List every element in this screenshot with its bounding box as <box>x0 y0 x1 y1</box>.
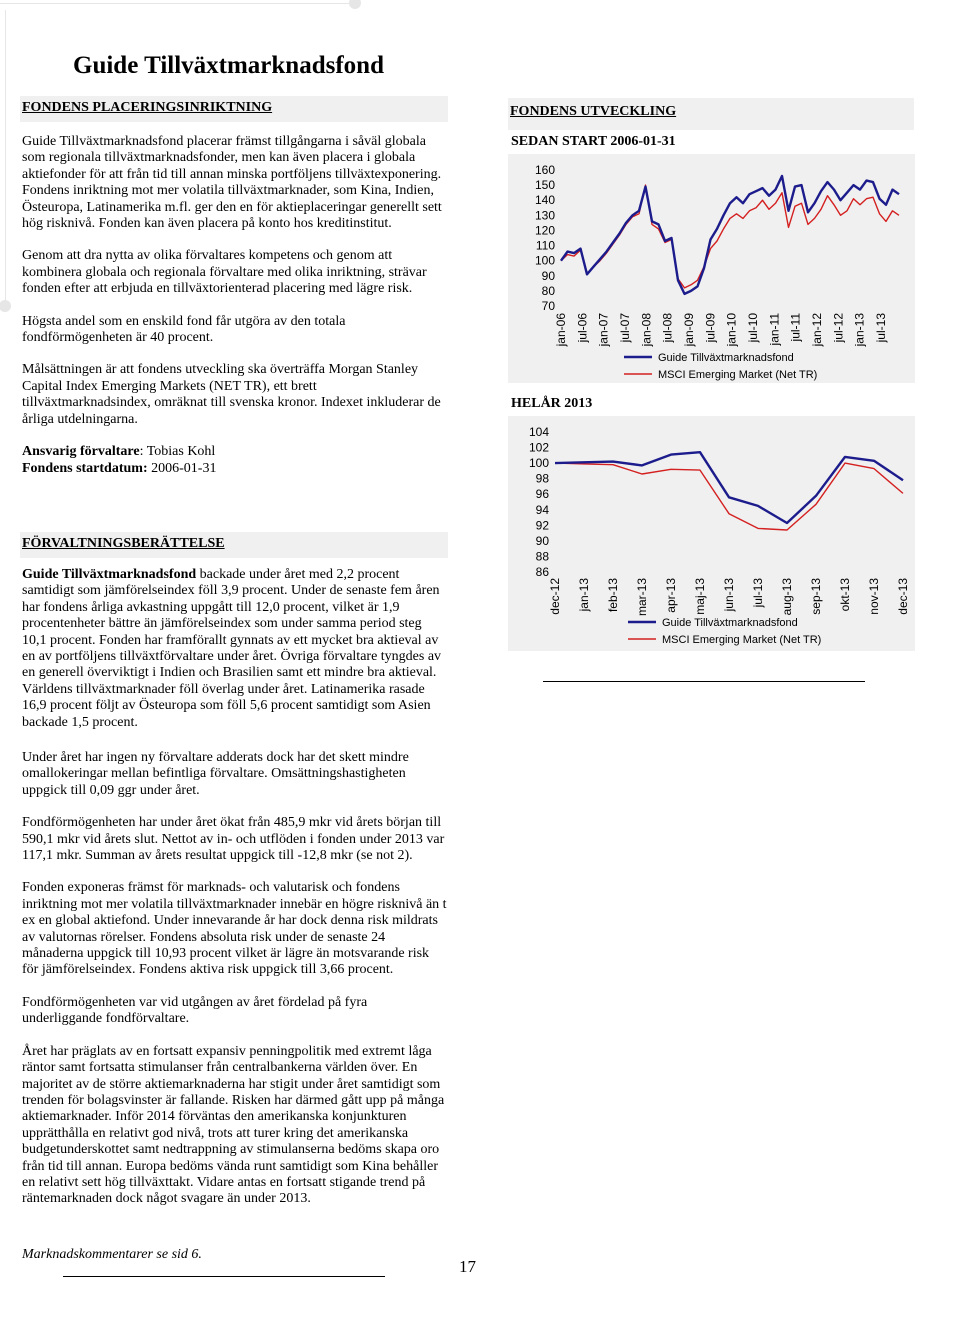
x-tick-label: jan-12 <box>810 313 824 347</box>
start-date-line <box>22 461 447 477</box>
legend-label: MSCI Emerging Market (Net TR) <box>662 634 822 646</box>
manager-value: : Tobias Kohl <box>139 444 216 460</box>
x-tick-label: jul-09 <box>703 313 718 343</box>
x-tick-label: nov-13 <box>867 578 881 615</box>
x-tick-label: jan-13 <box>577 578 591 612</box>
x-tick-label: jan-10 <box>724 313 739 347</box>
paragraph-kompetens: Genom att dra nytta av olika förvaltares kompetens och genom att kombinera globala och regionala förvaltare med olika inriktning, strävar fonden efter att erbjuda en tillväxtorienterad placering med lägre risk. <box>22 248 427 297</box>
x-tick-label: okt-13 <box>838 578 852 612</box>
x-tick-label: jun-13 <box>722 578 736 612</box>
y-tick-label: 92 <box>535 518 549 533</box>
section-heading-placering <box>20 96 448 122</box>
start-date-label: Fondens startdatum: <box>22 460 148 476</box>
section-heading-text: FONDENS PLACERINGSINRIKTNING <box>22 100 273 115</box>
y-tick-label: 86 <box>535 565 549 579</box>
paragraph-resultat <box>22 567 447 731</box>
decorative-dot <box>0 300 11 312</box>
y-tick-label: 120 <box>534 223 555 238</box>
x-tick-label: apr-13 <box>664 578 678 613</box>
x-tick-label: jan-08 <box>639 313 654 347</box>
x-tick-label: jul-10 <box>746 313 760 343</box>
y-tick-label: 98 <box>535 471 549 486</box>
legend-label: MSCI Emerging Market (Net TR) <box>658 369 818 381</box>
legend-label: Guide Tillväxtmarknadsfond <box>662 617 798 629</box>
section-heading-utveckling <box>508 98 914 130</box>
paragraph-fondformogenhet: Fondförmögenheten har under året ökat från 485,9 mkr vid årets början till 590,1 mkr vid årets slut. Nettot av in- och utflöden i fonden under 2013 var 117,1 mkr. Summan av årets resultat uppgick till -12,8 mkr (se not 2). <box>22 815 445 864</box>
y-tick-label: 110 <box>535 238 555 253</box>
x-tick-label: aug-13 <box>780 578 794 616</box>
x-tick-label: jul-07 <box>618 313 632 343</box>
footnote: Marknadskommentarer se sid 6. <box>22 1247 202 1262</box>
y-tick-label: 70 <box>541 299 555 313</box>
y-tick-label: 100 <box>528 456 549 471</box>
x-tick-label: jul-08 <box>660 313 675 343</box>
chart2-subheading: HELÅR 2013 <box>511 396 593 411</box>
decorative-rule-left <box>5 10 6 305</box>
bottom-text <box>22 750 447 1224</box>
chart2-panel <box>508 416 915 651</box>
x-tick-label: jan-06 <box>554 313 568 347</box>
y-tick-label: 140 <box>534 193 555 208</box>
x-tick-label: jan-07 <box>596 313 611 347</box>
paragraph-risk: Fonden exponeras främst för marknads- och valutarisk och fondens inriktning mot mer volatila tillväxtmarknader innebär en högre risknivå än t ex en global aktiefond. Under innevarande år har dock denna risk mildrats av valutornas rörelser. Fondens absoluta risk under de senaste 24 månaderna uppgick till 10,93 procent vilket är lägre än motsvarande risk för jämförelseindex. Fondens aktiva risk uppgick till 3,66 procent. <box>22 880 447 978</box>
x-tick-label: maj-13 <box>693 578 707 615</box>
y-tick-label: 94 <box>535 502 549 517</box>
y-tick-label: 150 <box>534 178 555 193</box>
x-tick-label: jul-11 <box>788 313 803 342</box>
x-tick-label: jul-06 <box>575 313 590 343</box>
y-tick-label: 100 <box>534 253 555 268</box>
manager-line <box>22 444 447 460</box>
x-tick-label: jul-13 <box>751 578 765 608</box>
series-line-fund <box>555 452 903 523</box>
x-tick-label: sep-13 <box>809 578 823 615</box>
x-tick-label: feb-13 <box>606 578 620 613</box>
decorative-rule-top <box>0 3 355 4</box>
manager-label: Ansvarig förvaltare <box>22 444 140 460</box>
paragraph-fordelning: Fondförmögenheten var vid utgången av året fördelad på fyra underliggande fondförvaltare. <box>22 994 368 1027</box>
x-tick-label: jan-13 <box>852 313 867 347</box>
x-tick-label: mar-13 <box>635 578 649 617</box>
y-tick-label: 104 <box>528 425 549 439</box>
y-tick-label: 88 <box>535 549 549 564</box>
chart-helar-2013 <box>508 416 915 651</box>
x-tick-label: dec-13 <box>896 578 910 615</box>
paragraph-placering: Guide Tillväxtmarknadsfond placerar främst tillgångarna i såväl globala som regionala tillväxtmarknadsfonder, men kan även placera i globala aktiefonder för att från tid till annan minska portföljens tillväxtexponering. Fondens inriktning mot mer volatila tillväxtmarknader, som Kina, Indien, Östeuropa, Latinamerika m.fl. ger den en för aktieplaceringar generellt sett hög risknivå. Fonden kan även placera på konto hos kreditinstitut. <box>22 134 442 232</box>
section-heading-text: FÖRVALTNINGSBERÄTTELSE <box>22 536 225 551</box>
y-tick-label: 90 <box>541 268 555 283</box>
chart1-subheading: SEDAN START 2006-01-31 <box>511 134 676 149</box>
y-tick-label: 96 <box>535 487 549 502</box>
y-tick-label: 90 <box>535 533 549 548</box>
series-line-fund <box>561 176 899 294</box>
y-tick-label: 130 <box>534 208 555 223</box>
paragraph-forvaltare: Under året har ingen ny förvaltare adderats dock har det skett mindre omallokeringar mellan befintliga förvaltare. Omsättningshastigheten uppgick till 0,09 ggr under året. <box>22 750 409 798</box>
fund-name-bold: Guide Tillväxtmarknadsfond <box>22 567 197 582</box>
footnote-rule <box>63 1276 385 1277</box>
decorative-dot <box>349 0 361 9</box>
section-heading-text: FONDENS UTVECKLING <box>510 104 677 119</box>
paragraph-hogsta-andel: Högsta andel som en enskild fond får utgöra av den totala fondförmögenheten är 40 procent. <box>22 313 346 346</box>
start-date-value: 2006-01-31 <box>147 460 217 476</box>
x-tick-label: jul-12 <box>831 313 846 343</box>
chart-sedan-start <box>508 154 915 383</box>
right-column-rule <box>543 681 865 682</box>
forvaltning-text <box>22 567 447 747</box>
page-title: Guide Tillväxtmarknadsfond <box>73 52 384 79</box>
page-number: 17 <box>459 1257 476 1276</box>
left-column-text <box>22 134 447 477</box>
x-tick-label: jan-09 <box>682 313 696 347</box>
paragraph-malsattning: Målsättningen är att fondens utveckling ska överträffa Morgan Stanley Capital Index Emerging Markets (NET TR), ett brett tillväxtmarknadsindex, omräknat till svenska kronor. Indexet inkluderar de årliga utdelningarna. <box>22 362 441 427</box>
paragraph-resultat-rest: backade under året med 2,2 procent samtidigt som jämförelseindex föll 3,9 procent. Under de senaste fem åren har fondens årliga avkastning uppgått till 12,0 procent, vilket är 1,9 procentenheter bättre än jämförelseindex som under samma period steg 10,1 procent. Fonden har framförallt gynnats av ett mycket bra aktieval av en av portföljens tillväxtförvaltare under året. Övriga förvaltare tyngdes av en generell överviktigt i Indien och Brasilien samt ett mindre bra aktieval. Världens tillväxtmarknader föll överlag under året. Latinamerika rasade 16,9 procent följt av Östeuropa som föll 5,6 procent samtidigt som Asien backade 1,5 procent. <box>22 567 442 730</box>
y-tick-label: 160 <box>534 163 555 177</box>
chart1-panel <box>508 154 915 383</box>
x-tick-label: dec-12 <box>548 578 562 615</box>
y-tick-label: 102 <box>528 440 549 455</box>
series-line-index <box>561 185 899 288</box>
legend-label: Guide Tillväxtmarknadsfond <box>658 352 794 364</box>
paragraph-marknad: Året har präglats av en fortsatt expansiv penningpolitik med extremt låga räntor samt fortsatta stimulanser från centralbankerna världen över. En majoritet av de större aktiemarknaderna har stigit under året samtidigt som trenden för bolagsvinster är fallande. Risken har därmed gått upp på många aktiemarknader. Inför 2014 förväntas den amerikanska konjunkturen upprätthålla en relativt god nivå, trots att turer kring det amerikanska budgetunderskottet samt nedtrappning av stimulanserna bedöms skapa oro från tid till annan. Europa bedöms vända runt samtidigt som Kina behåller en relativt sett hög tillväxttakt. Vidare antas en fortsatt stigande trend på räntemarknaden dock något svagare än under 2013. <box>22 1043 445 1207</box>
y-tick-label: 80 <box>541 283 555 298</box>
x-tick-label: jul-13 <box>874 313 888 343</box>
x-tick-label: jan-11 <box>767 313 782 346</box>
section-heading-forvaltning <box>20 532 448 558</box>
